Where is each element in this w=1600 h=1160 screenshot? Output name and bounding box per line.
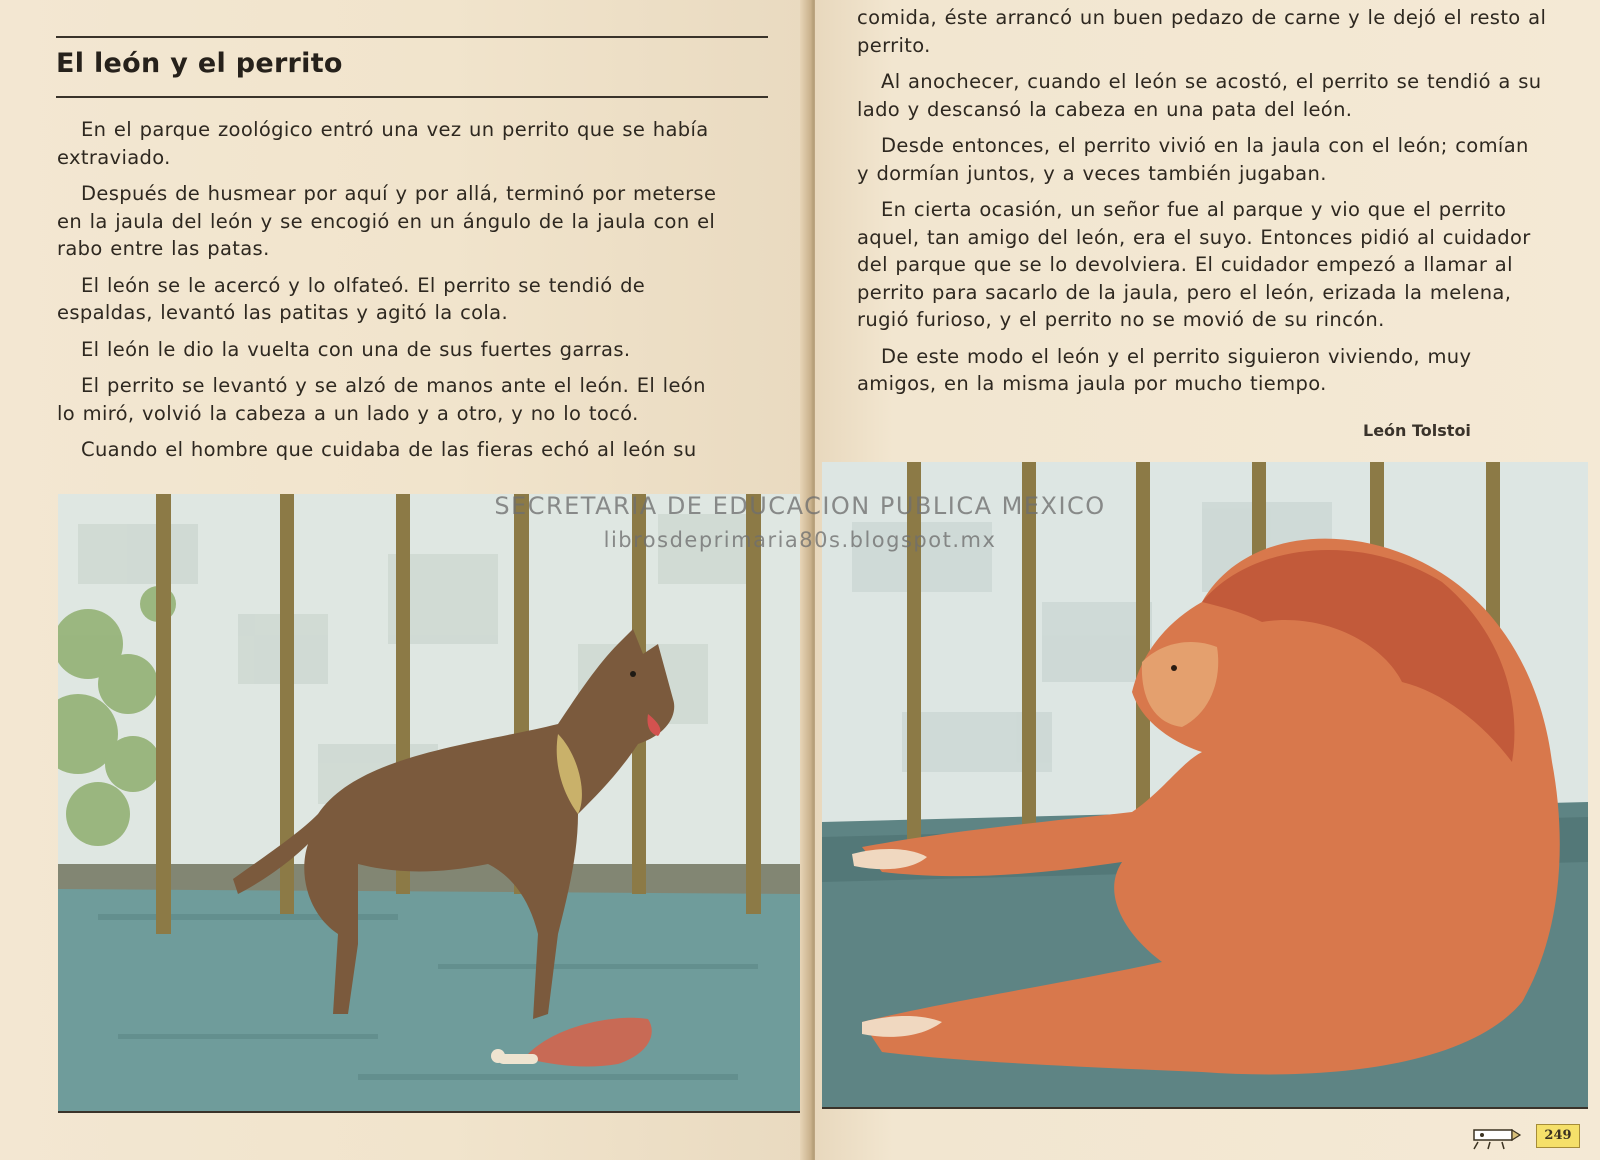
- paragraph: Desde entonces, el perrito vivió en la jaula con el león; comían y dormían juntos, y a veces también jugaban.: [857, 134, 1529, 185]
- paragraph: El león le dio la vuelta con una de sus fuertes garras.: [81, 337, 631, 361]
- paragraph: En cierta ocasión, un señor fue al parque y vio que el perrito aquel, tan amigo del león, era el suyo. Entonces pidió al cuidador del parque que se lo devolviera. El cuidador empezó a llamar al perrito para sacarlo de la jaula, pero el león, erizada la melena, rugió furioso, y el perrito no se movió de su rincón.: [857, 198, 1531, 331]
- paragraph-continuation: comida, éste arrancó un buen pedazo de carne y le dejó el resto al perrito.: [857, 6, 1547, 57]
- author-credit: León Tolstoi: [1363, 421, 1471, 440]
- top-rule: [56, 36, 768, 38]
- left-body-text: [57, 116, 721, 473]
- paragraph: De este modo el león y el perrito siguieron viviendo, muy amigos, en la misma jaula por mucho tiempo.: [857, 344, 1472, 395]
- page-number: 249: [1536, 1124, 1580, 1148]
- paragraph: Después de husmear por aquí y por allá, terminó por meterse en la jaula del león y se encogió en un ángulo de la jaula con el rabo entre las patas.: [57, 182, 717, 260]
- paragraph: En el parque zoológico entró una vez un perrito que se había extraviado.: [57, 118, 709, 169]
- paragraph: Cuando el hombre que cuidaba de las fieras echó al león su: [81, 438, 697, 461]
- paragraph: El león se le acercó y lo olfateó. El perrito se tendió de espaldas, levantó las patitas y agitó la cola.: [57, 273, 646, 324]
- lion-illustration: [822, 462, 1588, 1109]
- dog-in-cage-picture: [58, 494, 800, 1111]
- pencil-mascot-icon: [1470, 1122, 1522, 1150]
- watermark-line-1: SECRETARIA DE EDUCACION PUBLICA MEXICO: [494, 492, 1106, 520]
- paragraph: Al anochecer, cuando el león se acostó, el perrito se tendió a su lado y descansó la cabeza en una pata del león.: [857, 70, 1542, 121]
- right-page: [815, 0, 1600, 1160]
- lion-in-cage-picture: [822, 462, 1588, 1107]
- watermark-line-2: librosdeprimaria80s.blogspot.mx: [603, 528, 997, 552]
- paragraph: El perrito se levantó y se alzó de manos ante el león. El león lo miró, volvió la cabeza a un lado y a otro, y no lo tocó.: [57, 374, 706, 425]
- story-title: El león y el perrito: [56, 48, 343, 79]
- title-rule: [56, 96, 768, 98]
- dog-illustration: [58, 494, 800, 1113]
- right-body-text: [857, 4, 1547, 407]
